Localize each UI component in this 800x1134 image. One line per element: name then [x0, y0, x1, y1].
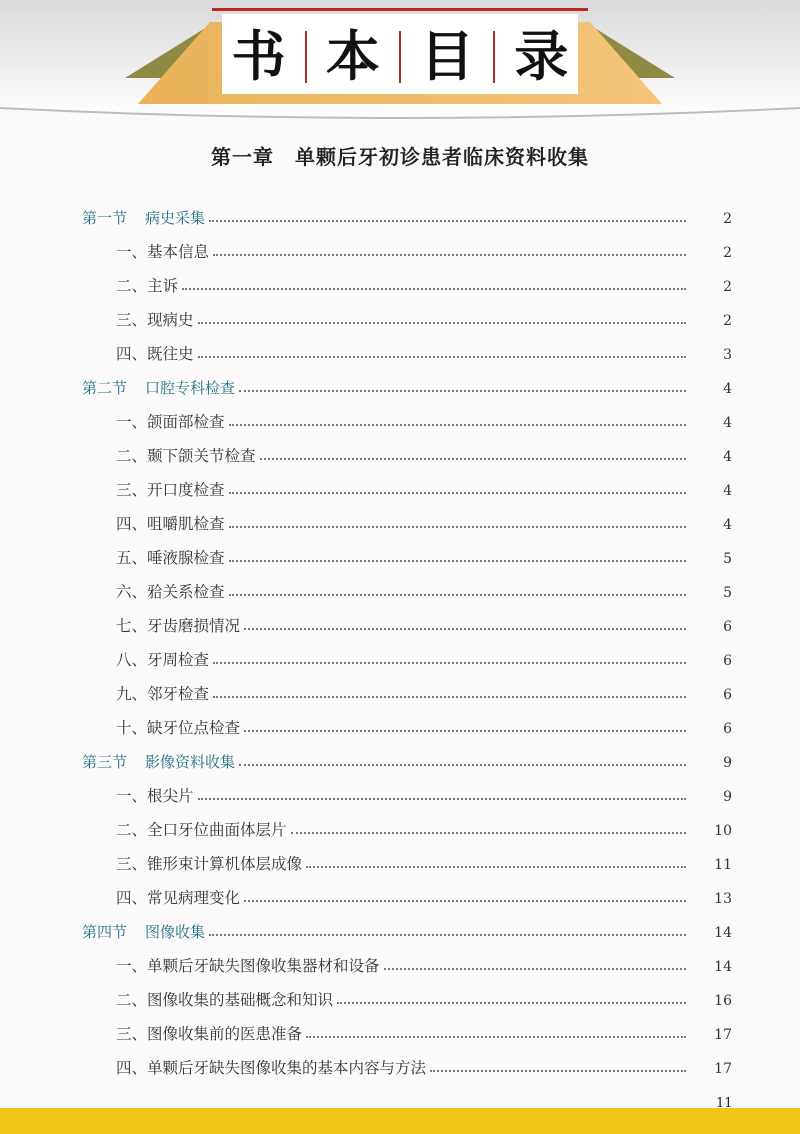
- page-ref: 6: [723, 721, 732, 737]
- toc-entry-label: [116, 1056, 426, 1078]
- toc-item-row[interactable]: [0, 472, 800, 506]
- item-title: 七、牙齿磨损情况: [116, 617, 241, 635]
- section-number: 第三节: [82, 752, 128, 771]
- book-toc-title: [222, 22, 578, 92]
- title-divider: [399, 31, 401, 83]
- page-ref: 6: [723, 653, 732, 669]
- toc-item-row[interactable]: [0, 812, 800, 846]
- title-char: 录: [514, 25, 569, 88]
- dot-leader: [244, 899, 686, 902]
- toc-item-row[interactable]: [0, 846, 800, 880]
- toc-entry-label: [116, 716, 240, 738]
- item-title: 五、唾液腺检查: [116, 549, 225, 567]
- toc-entry-label: [116, 886, 240, 908]
- page-ref: 11: [714, 857, 732, 873]
- title-char: 书: [231, 25, 286, 88]
- item-title: 四、既往史: [116, 345, 194, 363]
- toc-entry-label: [116, 274, 178, 296]
- dot-leader: [229, 491, 686, 494]
- toc-entry-label: [116, 478, 225, 500]
- toc-section-row[interactable]: [0, 744, 800, 778]
- dot-leader: [384, 967, 686, 970]
- toc-entry-label: [82, 921, 205, 942]
- item-title: 二、全口牙位曲面体层片: [116, 821, 287, 839]
- item-title: 八、牙周检查: [116, 651, 210, 669]
- dot-leader: [213, 695, 686, 698]
- toc-entry-label: [82, 377, 235, 398]
- dot-leader: [213, 253, 686, 256]
- toc-item-row[interactable]: [0, 1050, 800, 1084]
- page-ref: 3: [723, 347, 732, 363]
- dot-leader: [229, 559, 686, 562]
- section-number: 第一节: [82, 208, 128, 227]
- toc-section-row[interactable]: [0, 914, 800, 948]
- item-title: 一、颌面部检查: [116, 413, 225, 431]
- item-title: 三、开口度检查: [116, 481, 225, 499]
- footer-bar: [0, 1108, 800, 1134]
- chapter-title: 第一章 单颗后牙初诊患者临床资料收集: [211, 145, 589, 169]
- toc-item-row[interactable]: [0, 336, 800, 370]
- toc-item-row[interactable]: [0, 608, 800, 642]
- dot-leader: [306, 1035, 686, 1038]
- page-ref: 10: [714, 823, 732, 839]
- item-title: 二、颞下颌关节检查: [116, 447, 256, 465]
- item-title: 三、图像收集前的医患准备: [116, 1025, 303, 1043]
- dot-leader: [306, 865, 686, 868]
- page-ref: 17: [714, 1061, 732, 1077]
- item-title: 一、基本信息: [116, 243, 210, 261]
- dot-leader: [260, 457, 686, 460]
- page-ref: 5: [723, 551, 732, 567]
- item-title: 九、邻牙检查: [116, 685, 210, 703]
- toc-entry-label: [116, 308, 194, 330]
- dot-leader: [291, 831, 686, 834]
- item-title: 一、根尖片: [116, 787, 194, 805]
- item-title: 四、单颗后牙缺失图像收集的基本内容与方法: [116, 1059, 427, 1077]
- toc-item-row[interactable]: [0, 404, 800, 438]
- toc-item-row[interactable]: [0, 574, 800, 608]
- section-number: 第二节: [82, 378, 128, 397]
- dot-leader: [430, 1069, 686, 1072]
- toc-entry-label: [116, 954, 380, 976]
- dot-leader: [198, 321, 686, 324]
- dot-leader: [239, 763, 686, 766]
- toc-entry-label: [116, 682, 209, 704]
- page-ref: 2: [723, 313, 732, 329]
- toc-entry-label: [116, 614, 240, 636]
- toc-entry-label: [82, 751, 235, 772]
- dot-leader: [209, 219, 686, 222]
- item-title: 十、缺牙位点检查: [116, 719, 241, 737]
- page-ref: 4: [723, 517, 732, 533]
- section-title: 病史采集: [145, 208, 206, 227]
- toc-item-row[interactable]: [0, 880, 800, 914]
- dot-leader: [229, 525, 686, 528]
- page-ref: 4: [723, 483, 732, 499]
- page-ref: 17: [714, 1027, 732, 1043]
- toc-entry-label: [116, 784, 194, 806]
- section-title: 口腔专科检查: [145, 378, 236, 397]
- page-ref: 6: [723, 687, 732, 703]
- item-title: 四、常见病理变化: [116, 889, 241, 907]
- page-ref: 13: [714, 891, 732, 907]
- page-ref: 4: [723, 449, 732, 465]
- item-title: 四、咀嚼肌检查: [116, 515, 225, 533]
- page-ref: 9: [723, 755, 732, 771]
- toc-item-row[interactable]: [0, 540, 800, 574]
- dot-leader: [229, 423, 686, 426]
- toc-item-row[interactable]: [0, 982, 800, 1016]
- toc-item-row[interactable]: [0, 438, 800, 472]
- toc-item-row[interactable]: [0, 506, 800, 540]
- dot-leader: [244, 627, 686, 630]
- page-ref: 2: [723, 211, 732, 227]
- toc-section-row[interactable]: [0, 200, 800, 234]
- toc-item-row[interactable]: [0, 710, 800, 744]
- toc-entry-label: [116, 342, 194, 364]
- page-ref: 14: [714, 925, 732, 941]
- toc-entry-label: [116, 988, 333, 1010]
- toc-entry-label: [116, 410, 225, 432]
- item-title: 二、主诉: [116, 277, 179, 295]
- toc-item-row[interactable]: [0, 948, 800, 982]
- toc-item-row[interactable]: [0, 642, 800, 676]
- item-title: 三、锥形束计算机体层成像: [116, 855, 303, 873]
- toc-entry-label: [116, 648, 209, 670]
- item-title: 三、现病史: [116, 311, 194, 329]
- dot-leader: [229, 593, 686, 596]
- dot-leader: [209, 933, 686, 936]
- title-char: 目: [420, 25, 475, 88]
- section-title: 图像收集: [145, 922, 206, 941]
- page-number: 11: [716, 1096, 733, 1111]
- page-ref: 14: [714, 959, 732, 975]
- toc-entry-label: [116, 512, 225, 534]
- page-ref: 2: [723, 279, 732, 295]
- title-divider: [493, 31, 495, 83]
- dot-leader: [239, 389, 686, 392]
- page-ref: 6: [723, 619, 732, 635]
- dot-leader: [213, 661, 686, 664]
- title-divider: [305, 31, 307, 83]
- page-ref: 16: [714, 993, 732, 1009]
- toc-item-row[interactable]: [0, 676, 800, 710]
- page-ref: 2: [723, 245, 732, 261]
- toc-item-row[interactable]: [0, 1016, 800, 1050]
- toc-entry-label: [116, 580, 225, 602]
- dot-leader: [198, 355, 686, 358]
- toc-entry-label: [116, 240, 209, 262]
- page-ref: 4: [723, 415, 732, 431]
- dot-leader: [182, 287, 686, 290]
- dot-leader: [198, 797, 686, 800]
- dot-leader: [244, 729, 686, 732]
- toc-entry-label: [82, 207, 205, 228]
- toc-entry-label: [116, 444, 256, 466]
- item-title: 六、𬌗关系检查: [116, 583, 225, 601]
- toc-item-row[interactable]: [0, 778, 800, 812]
- toc-item-row[interactable]: [0, 302, 800, 336]
- title-char: 本: [325, 25, 380, 88]
- toc-entry-label: [116, 852, 302, 874]
- toc-item-row[interactable]: [0, 268, 800, 302]
- toc-item-row[interactable]: [0, 234, 800, 268]
- toc-section-row[interactable]: [0, 370, 800, 404]
- item-title: 一、单颗后牙缺失图像收集器材和设备: [116, 957, 380, 975]
- section-number: 第四节: [82, 922, 128, 941]
- toc-entry-label: [116, 1022, 302, 1044]
- page-ref: 5: [723, 585, 732, 601]
- toc-entry-label: [116, 818, 287, 840]
- page-ref: 9: [723, 789, 732, 805]
- item-title: 二、图像收集的基础概念和知识: [116, 991, 334, 1009]
- dot-leader: [337, 1001, 686, 1004]
- toc-entry-label: [116, 546, 225, 568]
- page-ref: 4: [723, 381, 732, 397]
- header-banner: [0, 0, 800, 130]
- section-title: 影像资料收集: [145, 752, 236, 771]
